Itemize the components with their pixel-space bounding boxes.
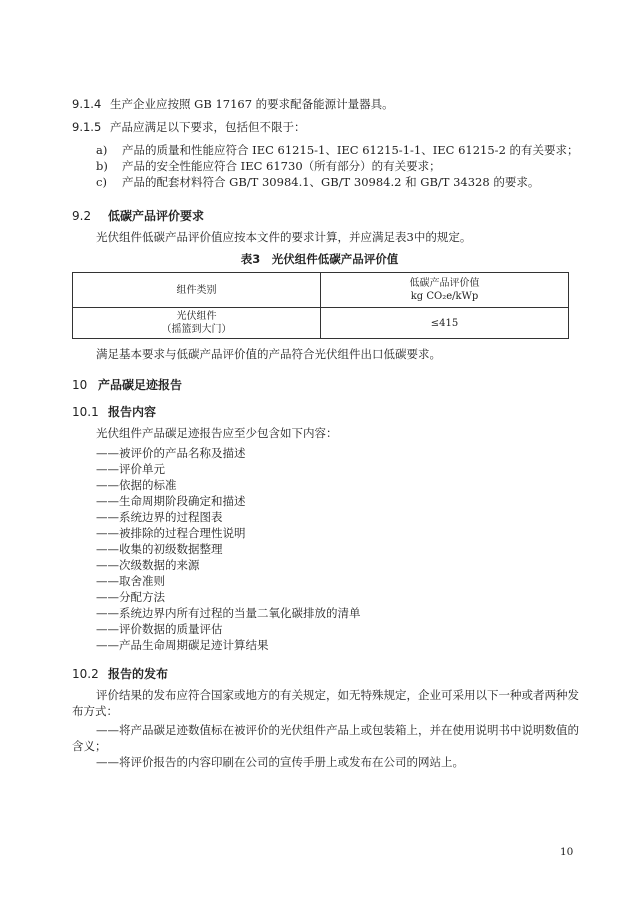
table-header-cell	[321, 273, 569, 308]
list-item: ——收集的初级数据整理	[96, 542, 223, 556]
section-heading-9-2	[72, 208, 204, 224]
list-item: ——评价单元	[96, 462, 165, 476]
list-item-a	[96, 142, 579, 158]
clause-text: 生产企业应按照 GB 17167 的要求配备能源计量器具。	[110, 97, 394, 111]
list-item-b	[96, 158, 441, 174]
list-item: ——系统边界的过程图表	[96, 510, 223, 524]
list-item: ——评价数据的质量评估	[96, 622, 223, 636]
section-heading-10	[72, 377, 182, 393]
clause-text: 产品应满足以下要求，包括但不限于：	[110, 120, 306, 134]
table-cell	[73, 308, 321, 339]
item-text: 产品的配套材料符合 GB/T 30984.1、GB/T 30984.2 和 GB/T 34328 的要求。	[122, 175, 540, 189]
section-title: 报告内容	[108, 405, 157, 419]
table-header-cell	[73, 273, 321, 308]
item-key: a)	[96, 143, 108, 157]
paragraph: 满足基本要求与低碳产品评价值的产品符合光伏组件出口低碳要求。	[96, 347, 441, 361]
row-label: 光伏组件	[176, 311, 217, 322]
table-cell	[321, 308, 569, 339]
clause-9-1-4	[72, 96, 394, 112]
clause-9-1-5	[72, 119, 306, 135]
clause-number: 9.1.5	[72, 120, 102, 134]
section-number: 9.2	[72, 209, 92, 223]
section-heading-10-2	[72, 666, 168, 682]
list-item-c	[96, 174, 539, 190]
header-unit: kg CO₂e/kWp	[410, 291, 479, 302]
list-item: ——次级数据的来源	[96, 558, 200, 572]
paragraph-line: ——将产品碳足迹数值标在被评价的光伏组件产品上或包装箱上，并在使用说明书中说明数值的	[96, 723, 579, 737]
table-header-row	[73, 273, 569, 308]
page-number: 10	[560, 846, 574, 858]
section-number: 10.1	[72, 405, 99, 419]
table-caption: 表3 光伏组件低碳产品评价值	[240, 252, 399, 266]
list-item: ——分配方法	[96, 590, 165, 604]
section-heading-10-1	[72, 404, 156, 420]
item-key: b)	[96, 159, 108, 173]
list-item: ——依据的标准	[96, 478, 177, 492]
paragraph-line: ——将评价报告的内容印刷在公司的宣传手册上或发布在公司的网站上。	[96, 755, 464, 769]
table-row	[73, 308, 569, 339]
list-item: ——生命周期阶段确定和描述	[96, 494, 246, 508]
section-title: 报告的发布	[108, 667, 169, 681]
section-title: 低碳产品评价要求	[108, 209, 205, 223]
list-item: ——产品生命周期碳足迹计算结果	[96, 638, 269, 652]
list-item: ——系统边界内所有过程的当量二氧化碳排放的清单	[96, 606, 361, 620]
section-number: 10	[72, 378, 88, 392]
header-text: 组件类别	[176, 284, 217, 296]
table-3	[72, 272, 569, 339]
row-value: ≤415	[430, 317, 459, 329]
paragraph-line: 布方式：	[72, 704, 118, 718]
paragraph-line: 含义；	[72, 739, 107, 753]
list-item: ——被排除的过程合理性说明	[96, 526, 246, 540]
clause-number: 9.1.4	[72, 97, 102, 111]
item-text: 产品的安全性能应符合 IEC 61730（所有部分）的有关要求；	[122, 159, 441, 173]
row-label-note: （摇篮到大门）	[161, 324, 232, 335]
paragraph: 光伏组件低碳产品评价值应按本文件的要求计算，并应满足表3中的规定。	[96, 230, 472, 244]
item-key: c)	[96, 175, 107, 189]
section-number: 10.2	[72, 667, 99, 681]
list-item: ——被评价的产品名称及描述	[96, 446, 246, 460]
section-title: 产品碳足迹报告	[98, 378, 183, 392]
header-text: 低碳产品评价值	[409, 278, 480, 289]
list-item: ——取舍准则	[96, 574, 165, 588]
paragraph: 光伏组件产品碳足迹报告应至少包含如下内容：	[96, 426, 338, 440]
paragraph-line: 评价结果的发布应符合国家或地方的有关规定，如无特殊规定，企业可采用以下一种或者两种发	[96, 688, 579, 702]
item-text: 产品的质量和性能应符合 IEC 61215-1、IEC 61215-1-1、IEC 61215-2 的有关要求；	[122, 143, 579, 157]
